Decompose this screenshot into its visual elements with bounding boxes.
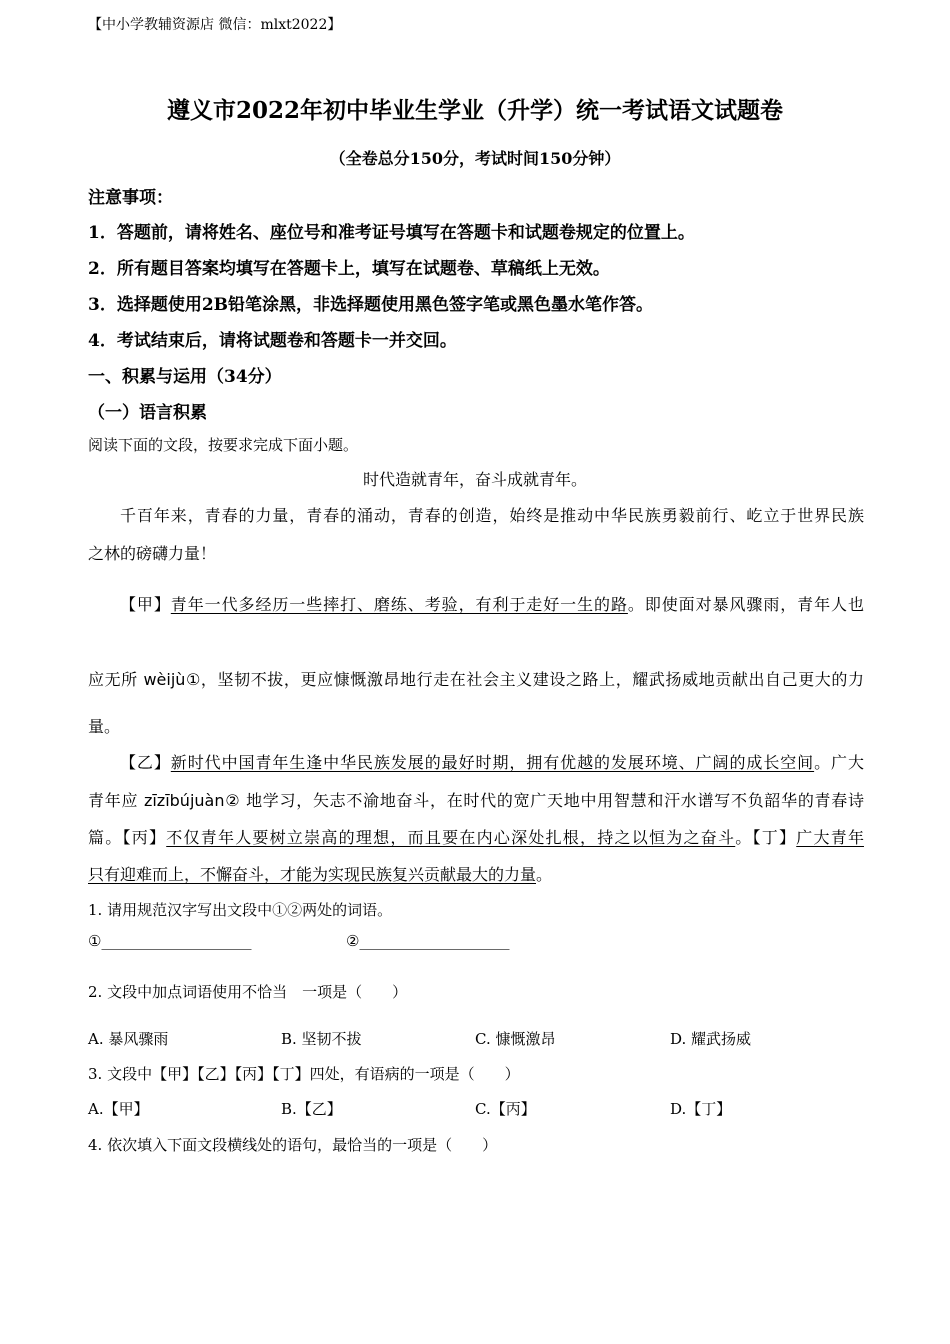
passage-line <box>88 862 864 885</box>
sentence-ding: 只有迎难而上，不懈奋斗，才能为实现民族复兴贡献最大的力量 <box>88 865 537 884</box>
passage-text: 。广大 <box>814 753 864 772</box>
q2-option-c[interactable]: C. 慷慨激昂 <box>475 1030 556 1048</box>
passage-line <box>88 825 864 848</box>
notice-item: 1．答题前，请将姓名、座位号和准考证号填写在答题卡和试题卷规定的位置上。 <box>88 223 695 243</box>
exam-title: 遵义市2022年初中毕业生学业（升学）统一考试语文试题卷 <box>166 97 783 124</box>
passage-text: 。 <box>536 865 553 884</box>
notice-item: 4．考试结束后，请将试题卷和答题卡一并交回。 <box>88 331 457 351</box>
passage-line: 应无所 wèijù①，坚韧不拔，更应慷慨激昂地行走在社会主义建设之路上，耀武扬威地贡献出自己更大的力 <box>88 670 864 689</box>
passage-title: 时代造就青年，奋斗成就青年。 <box>362 470 587 489</box>
passage-line: 千百年来，青春的力量，青春的涌动，青春的创造，始终是推动中华民族勇毅前行、屹立于世界民族 <box>120 506 864 525</box>
q3-option-b[interactable]: B.【乙】 <box>281 1100 342 1118</box>
answer-blank-1[interactable]: ①____________________ <box>88 932 252 950</box>
page-header: 【中小学教辅资源店 微信：mlxt2022】 <box>88 17 342 33</box>
notice-heading: 注意事项： <box>88 188 173 208</box>
subsection-heading: （一）语言积累 <box>88 403 207 423</box>
passage-line: 青年应 zīzībújuàn② 地学习，矢志不渝地奋斗，在时代的宽广天地中用智慧和汗水谱写不负韶华的青春诗 <box>88 791 864 810</box>
exam-subtitle: （全卷总分150分，考试时间150分钟） <box>329 149 621 168</box>
marker-bing: 篇。【丙】 <box>88 828 167 847</box>
notice-item: 2．所有题目答案均填写在答题卡上，填写在试题卷、草稿纸上无效。 <box>88 259 610 279</box>
question-3: 3. 文段中【甲】【乙】【丙】【丁】四处，有语病的一项是（ ） <box>88 1065 520 1083</box>
q3-option-c[interactable]: C.【丙】 <box>475 1100 536 1118</box>
question-1: 1. 请用规范汉字写出文段中①②两处的词语。 <box>88 901 393 919</box>
q2-option-b[interactable]: B. 坚韧不拔 <box>281 1030 362 1048</box>
passage-line: 之林的磅礴力量！ <box>88 544 217 563</box>
marker-jia: 【甲】 <box>120 595 171 614</box>
q2-option-a[interactable]: A. 暴风骤雨 <box>88 1030 169 1048</box>
question-2: 2. 文段中加点词语使用不恰当 一项是（ ） <box>88 983 408 1001</box>
q2-option-d[interactable]: D. 耀武扬威 <box>670 1030 752 1048</box>
answer-blank-2[interactable]: ②____________________ <box>346 932 510 950</box>
sentence-bing: 不仅青年人要树立崇高的理想，而且要在内心深处扎根，持之以恒为之奋斗 <box>166 828 736 847</box>
reading-instruction: 阅读下面的文段，按要求完成下面小题。 <box>88 436 359 454</box>
marker-ding: 。【丁】 <box>735 828 797 847</box>
sentence-yi: 新时代中国青年生逢中华民族发展的最好时期，拥有优越的发展环境、广阔的成长空间 <box>170 753 815 772</box>
passage-line <box>88 592 864 615</box>
q3-option-d[interactable]: D.【丁】 <box>670 1100 732 1118</box>
marker-yi: 【乙】 <box>120 753 171 772</box>
passage-line <box>88 750 864 773</box>
passage-text: 。即使面对暴风骤雨，青年人也 <box>627 595 864 614</box>
section-heading: 一、积累与运用（34分） <box>88 367 282 387</box>
notice-item: 3．选择题使用2B铅笔涂黑，非选择题使用黑色签字笔或黑色墨水笔作答。 <box>88 295 654 315</box>
sentence-ding: 广大青年 <box>796 828 864 847</box>
q3-option-a[interactable]: A.【甲】 <box>88 1100 149 1118</box>
sentence-jia: 青年一代多经历一些摔打、磨练、考验，有利于走好一生的路 <box>170 595 628 614</box>
passage-line: 量。 <box>88 717 121 736</box>
question-4: 4. 依次填入下面文段横线处的语句，最恰当的一项是（ ） <box>88 1136 498 1154</box>
